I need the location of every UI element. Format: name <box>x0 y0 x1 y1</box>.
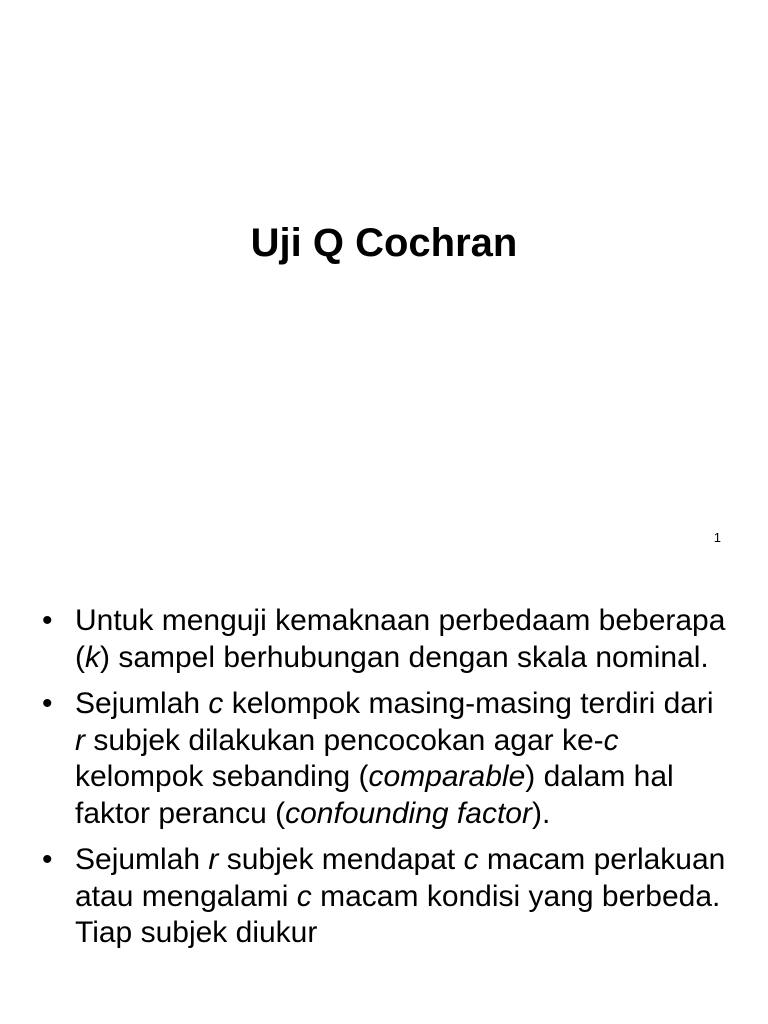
bullet-item <box>40 842 730 952</box>
bullet-dot-icon: • <box>42 687 53 720</box>
bullet-text: Untuk menguji kemaknaan perbedaam beberapa (k) sampel berhubungan dengan skala nominal. <box>75 604 726 674</box>
slide-title: Uji Q Cochran <box>250 221 518 265</box>
bullet-list <box>40 603 730 962</box>
bullet-item <box>40 603 730 676</box>
bullet-item <box>40 686 730 832</box>
bullet-dot-icon: • <box>42 604 53 637</box>
bullet-dot-icon: • <box>42 843 53 876</box>
bullet-text: Sejumlah c kelompok masing-masing terdiri dari r subjek dilakukan pencocokan agar ke-c kelompok sebanding (comparable) dalam hal faktor perancu (confounding factor). <box>75 687 714 830</box>
bullet-text: Sejumlah r subjek mendapat c macam perlakuan atau mengalami c macam kondisi yang berbeda. Tiap subjek diukur <box>75 843 726 949</box>
page-number: 1 <box>713 530 721 545</box>
